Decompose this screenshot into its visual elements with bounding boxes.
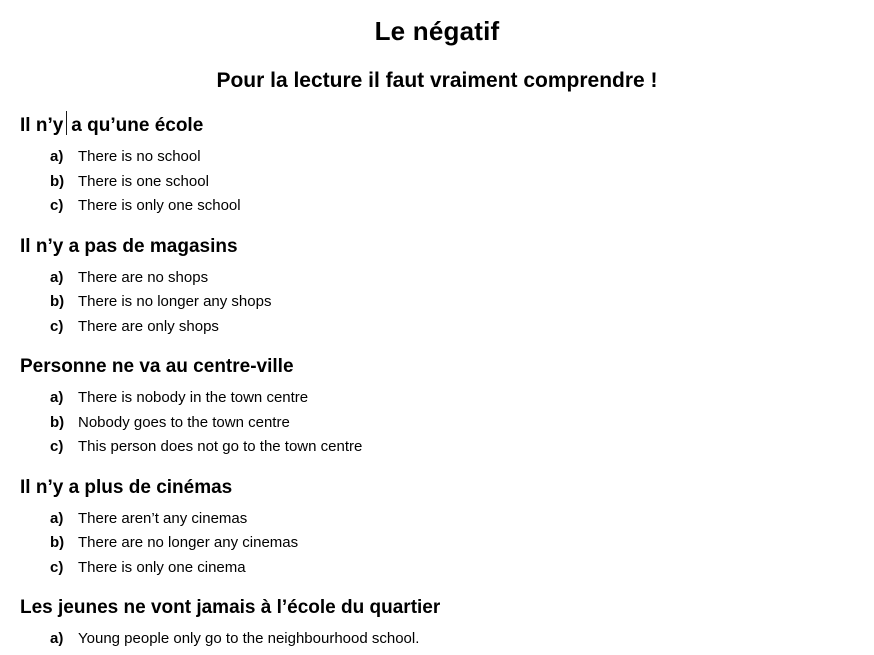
- question-heading: Personne ne va au centre-ville: [20, 356, 294, 377]
- exercise-section: [20, 352, 854, 460]
- option-text: There is nobody in the town centre: [78, 389, 309, 406]
- options-list: [20, 507, 854, 581]
- option-row: [20, 315, 854, 340]
- option-marker: a): [50, 268, 64, 286]
- option-row: [20, 386, 854, 411]
- heading-text-before-caret: Il n’y: [20, 115, 64, 136]
- question-heading: Il n’y a pas de magasins: [20, 235, 238, 257]
- options-list: [20, 386, 854, 460]
- option-row: [20, 170, 854, 195]
- document-title: Le négatif: [374, 16, 500, 46]
- option-marker: b): [50, 172, 65, 190]
- text-cursor-caret: [66, 111, 67, 135]
- option-marker: b): [50, 413, 65, 431]
- question-heading: Il n’y a plus de cinémas: [20, 476, 233, 498]
- option-row: [20, 556, 854, 581]
- options-list: [20, 145, 854, 219]
- option-text: There are only shops: [78, 317, 219, 335]
- option-text: There is only one school: [78, 197, 241, 214]
- option-marker: b): [50, 534, 65, 551]
- option-row: [20, 435, 854, 460]
- option-marker: c): [50, 317, 64, 335]
- option-text: There aren’t any cinemas: [78, 509, 248, 527]
- option-text: There is no school: [78, 148, 201, 165]
- option-marker: a): [50, 148, 64, 165]
- option-text: There is no longer any shops: [78, 293, 272, 310]
- question-heading: Les jeunes ne vont jamais à l’école du quartier: [20, 597, 441, 618]
- option-row: [20, 531, 854, 556]
- option-row: [20, 507, 854, 532]
- option-row: [20, 627, 854, 652]
- exercise-section: [20, 111, 854, 219]
- option-text: There are no longer any cinemas: [78, 534, 299, 551]
- option-marker: c): [50, 558, 64, 576]
- question-heading: [20, 111, 854, 141]
- option-row: [20, 145, 854, 170]
- option-text: This person does not go to the town centre: [78, 438, 363, 455]
- exercise-section: [20, 232, 854, 340]
- option-marker: a): [50, 389, 64, 406]
- option-marker: c): [50, 197, 64, 214]
- option-marker: a): [50, 630, 64, 647]
- option-marker: c): [50, 438, 64, 455]
- option-row: [20, 411, 854, 436]
- exercise-section: [20, 593, 854, 652]
- options-list: [20, 266, 854, 340]
- option-text: Young people only go to the neighbourhood school.: [78, 630, 420, 647]
- option-text: Nobody goes to the town centre: [78, 413, 290, 431]
- options-list: [20, 627, 854, 652]
- option-text: There is only one cinema: [78, 558, 246, 576]
- heading-text-after-caret: a qu’une école: [71, 115, 204, 136]
- option-row: [20, 194, 854, 219]
- exercise-section: [20, 473, 854, 581]
- option-marker: b): [50, 293, 65, 310]
- option-text: There are no shops: [78, 268, 209, 286]
- option-text: There is one school: [78, 172, 209, 190]
- option-row: [20, 290, 854, 315]
- document-subtitle: Pour la lecture il faut vraiment comprendre !: [216, 69, 658, 92]
- option-row: [20, 266, 854, 291]
- option-marker: a): [50, 509, 64, 527]
